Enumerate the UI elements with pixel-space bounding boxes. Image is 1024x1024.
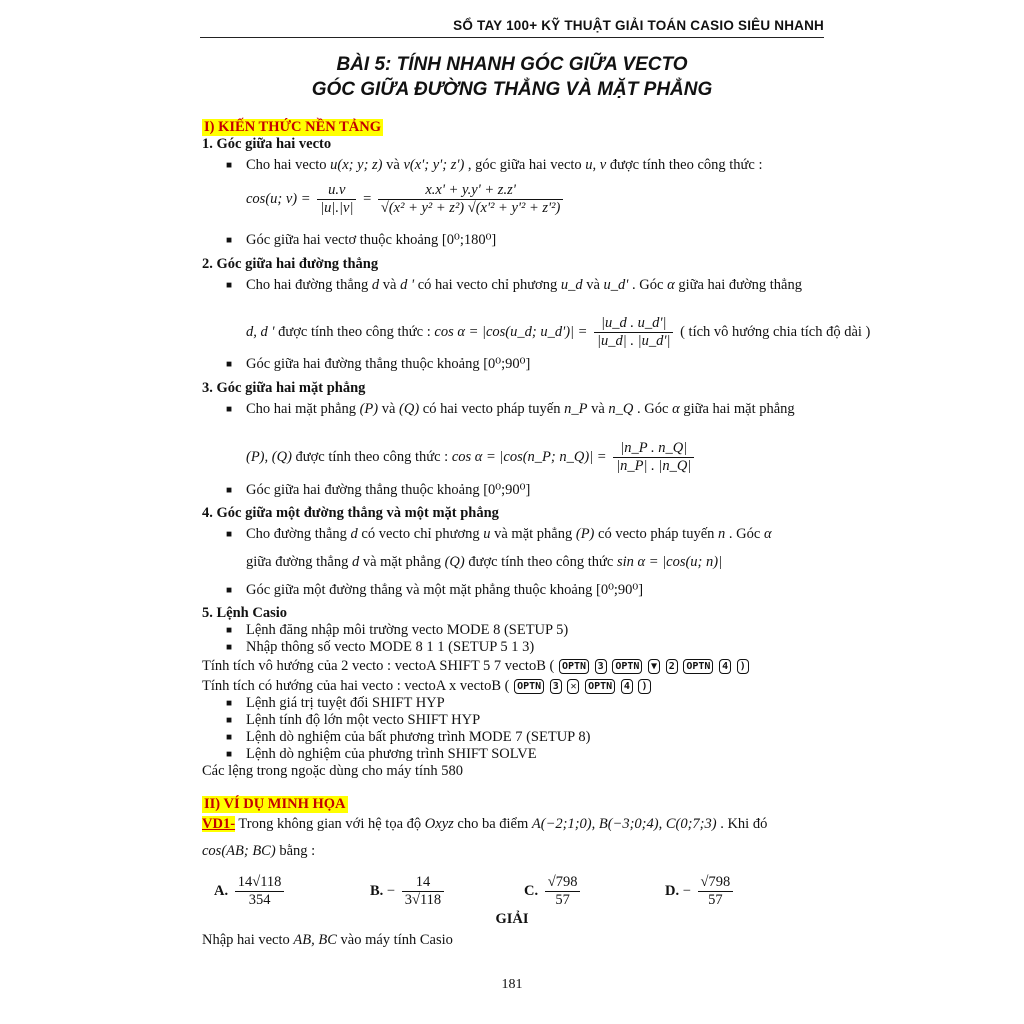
casio-cmd-5: Lệnh dò nghiệm của bất phương trình MODE 7 (SETUP 8): [246, 729, 591, 745]
close-paren-key-icon: ): [638, 679, 650, 694]
choice-b: B. − $\frac{14}{3√118}$: [370, 874, 447, 909]
bullet-icon: ■: [226, 715, 233, 726]
solution-title: GIẢI: [495, 911, 529, 927]
section-2-heading: II) VÍ DỤ MINH HỌA: [204, 796, 346, 812]
sub1-bullet-2: Góc giữa hai vectơ thuộc khoảng [0⁰;180⁰]: [246, 232, 497, 248]
bullet-icon: ■: [226, 235, 233, 246]
sub4-formula: giữa đường thẳng d và mặt phẳng (Q) được tính theo công thức sin α = |cos(u; n)|: [246, 554, 723, 570]
casio-cmd-6: Lệnh dò nghiệm của phương trình SHIFT SOLVE: [246, 746, 537, 762]
book-header-title: SỔ TAY 100+ KỸ THUẬT GIẢI TOÁN CASIO SIÊU NHANH: [453, 18, 824, 33]
casio-note: Các lệng trong ngoặc dùng cho máy tính 580: [202, 763, 463, 779]
sub3-bullet-1: Cho hai mặt phẳng (P) và (Q) có hai vecto pháp tuyến n_P và n_Q . Góc α giữa hai mặt phẳng: [246, 401, 795, 417]
bullet-icon: ■: [226, 404, 233, 415]
down-arrow-key-icon: ▼: [648, 659, 660, 674]
sub1-formula: cos(u; v) = $\frac{u.v}{|u|.|v|}$ = $\frac{x.x' + y.y' + z.z'}{\text{√(x² + y² + z²) √(x'² + y'² + z'²)}}$: [246, 182, 566, 217]
choice-a: A. $\frac{14√118}{354}$: [214, 874, 287, 909]
key-3-icon: 3: [595, 659, 607, 674]
choice-d: D. − $\frac{√798}{57}$: [665, 874, 736, 909]
casio-cross-product: Tính tích có hướng của hai vecto : vectoA x vectoB ( OPTN 3 ✕ OPTN 4 ): [202, 678, 652, 695]
bullet-icon: ■: [226, 749, 233, 760]
sub1-bullet-1: Cho hai vecto u(x; y; z) và v(x'; y'; z') , góc giữa hai vecto u, v được tính theo công thức :: [246, 157, 763, 173]
choice-c: C. $\frac{√798}{57}$: [524, 874, 583, 909]
bullet-icon: ■: [226, 280, 233, 291]
header-divider: [200, 37, 824, 38]
key-3-icon: 3: [550, 679, 562, 694]
bullet-icon: ■: [226, 625, 233, 636]
casio-cmd-4: Lệnh tính độ lớn một vecto SHIFT HYP: [246, 712, 481, 728]
sub2-formula: d, d ' được tính theo công thức : cos α = |cos(u_d; u_d')| = $\frac{|u\_d . u\_d'|}{|u\_d| . |u\_d'|}$ ( tích vô hướng chia tích độ dài ): [246, 315, 871, 349]
sub5-title: 5. Lệnh Casio: [202, 605, 288, 621]
optn-key-icon: OPTN: [612, 659, 642, 674]
page-title-line-1: BÀI 5: TÍNH NHANH GÓC GIỮA VECTO: [336, 54, 688, 75]
key-2-icon: 2: [666, 659, 678, 674]
optn-key-icon: OPTN: [514, 679, 544, 694]
multiply-key-icon: ✕: [567, 679, 579, 694]
page-title-line-2: GÓC GIỮA ĐƯỜNG THẲNG VÀ MẶT PHẲNG: [311, 79, 713, 100]
sub3-title: 3. Góc giữa hai mặt phẳng: [202, 380, 366, 396]
bullet-icon: ■: [226, 485, 233, 496]
sub1-title: 1. Góc giữa hai vecto: [202, 136, 332, 152]
bullet-icon: ■: [226, 698, 233, 709]
sub4-bullet-2: Góc giữa một đường thẳng và một mặt phẳng thuộc khoảng [0⁰;90⁰]: [246, 582, 644, 598]
sub3-formula: (P), (Q) được tính theo công thức : cos α = |cos(n_P; n_Q)| = $\frac{|n\_P . n\_Q|}{|n\_P| . |n\_Q|}$: [246, 440, 697, 475]
sub4-bullet-1: Cho đường thẳng d có vecto chỉ phương u và mặt phẳng (P) có vecto pháp tuyến n . Góc α: [246, 526, 772, 542]
bullet-icon: ■: [226, 642, 233, 653]
bullet-icon: ■: [226, 359, 233, 370]
example-1-statement: VD1- Trong không gian với hệ tọa độ Oxyz cho ba điểm A(−2;1;0), B(−3;0;4), C(0;7;3) . Khi đó: [202, 816, 768, 832]
sub2-bullet-1: Cho hai đường thẳng d và d ' có hai vecto chỉ phương u_d và u_d' . Góc α giữa hai đường thẳng: [246, 277, 802, 293]
sub3-bullet-2: Góc giữa hai đường thẳng thuộc khoảng [0⁰;90⁰]: [246, 482, 531, 498]
bullet-icon: ■: [226, 585, 233, 596]
page-number: 181: [501, 977, 523, 992]
key-4-icon: 4: [719, 659, 731, 674]
sub2-title: 2. Góc giữa hai đường thẳng: [202, 256, 379, 272]
bullet-icon: ■: [226, 732, 233, 743]
close-paren-key-icon: ): [737, 659, 749, 674]
casio-cmd-1: Lệnh đăng nhập môi trường vecto MODE 8 (SETUP 5): [246, 622, 569, 638]
optn-key-icon: OPTN: [585, 679, 615, 694]
key-4-icon: 4: [621, 679, 633, 694]
example-label: VD1-: [202, 816, 236, 832]
bullet-icon: ■: [226, 160, 233, 171]
casio-cmd-3: Lệnh giá trị tuyệt đối SHIFT HYP: [246, 695, 445, 711]
sub4-title: 4. Góc giữa một đường thẳng và một mặt phẳng: [202, 505, 499, 521]
casio-dot-product: Tính tích vô hướng của 2 vecto : vectoA SHIFT 5 7 vectoB ( OPTN 3 OPTN ▼ 2 OPTN 4 ): [202, 658, 750, 675]
bullet-icon: ■: [226, 529, 233, 540]
solution-line-1: Nhập hai vecto AB, BC vào máy tính Casio: [202, 932, 453, 948]
section-1-heading: I) KIẾN THỨC NỀN TẢNG: [204, 119, 381, 135]
casio-cmd-2: Nhập thông số vecto MODE 8 1 1 (SETUP 5 1 3): [246, 639, 535, 655]
sub2-bullet-2: Góc giữa hai đường thẳng thuộc khoảng [0⁰;90⁰]: [246, 356, 531, 372]
example-1-question: cos(AB; BC) bằng :: [202, 843, 316, 859]
optn-key-icon: OPTN: [683, 659, 713, 674]
optn-key-icon: OPTN: [559, 659, 589, 674]
